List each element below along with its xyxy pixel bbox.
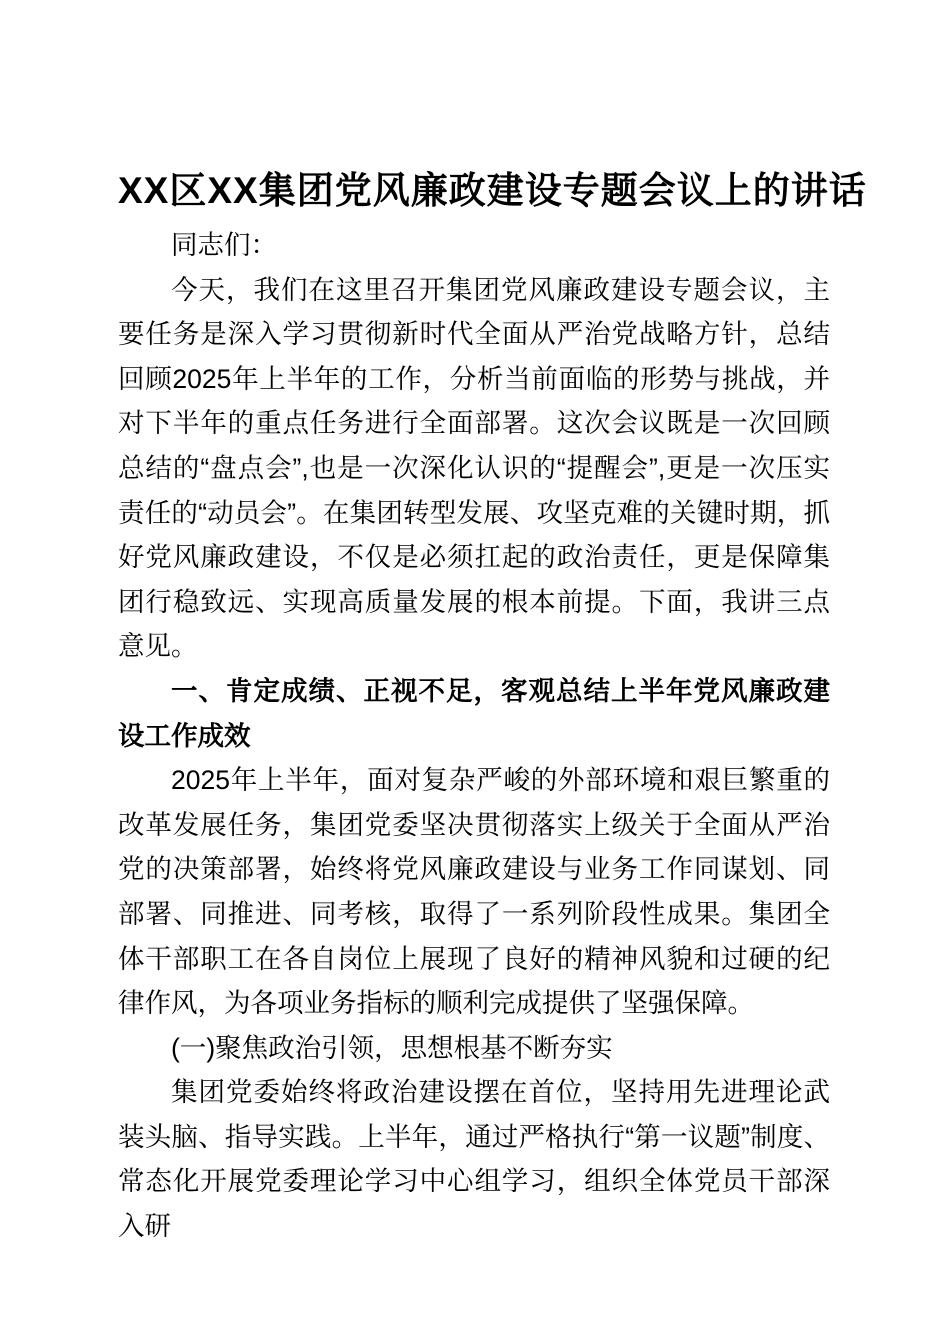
paragraph-political-leadership: 集团党委始终将政治建设摆在首位，坚持用先进理论武装头脑、指导实践。上半年，通过严格执行“第一议题”制度、常态化开展党委理论学习中心组学习，组织全体党员干部深入研 — [118, 1077, 830, 1242]
salutation: 同志们： — [171, 230, 277, 260]
document-title: XX区XX集团党风廉政建设专题会议上的讲话 — [118, 170, 867, 211]
section-heading-1: 一、肯定成绩、正视不足，客观总结上半年党风廉政建设工作成效 — [118, 675, 830, 751]
paragraph-achievements: 2025年上半年，面对复杂严峻的外部环境和艰巨繁重的改革发展任务，集团党委坚决贯彻落实上级关于全面从严治党的决策部署，始终将党风廉政建设与业务工作同谋划、同部署、同推进、同考核，取得了一系列阶段性成果。集团全体干部职工在各自岗位上展现了良好的精神风貌和过硬的纪律作风，为各项业务指标的顺利完成提供了坚强保障。 — [118, 765, 830, 1019]
paragraph-opening: 今天，我们在这里召开集团党风廉政建设专题会议，主要任务是深入学习贯彻新时代全面从严治党战略方针，总结回顾2025年上半年的工作，分析当前面临的形势与挑战，并对下半年的重点任务进行全面部署。这次会议既是一次回顾总结的“盘点会”,也是一次深化认识的“提醒会”,更是一次压实责任的“动员会”。在集团转型发展、攻坚克难的关键时期，抓好党风廉政建设，不仅是必须扛起的政治责任，更是保障集团行稳致远、实现高质量发展的根本前提。下面，我讲三点意见。 — [118, 274, 830, 662]
subsection-heading-1: (一)聚焦政治引领，思想根基不断夯实 — [171, 1032, 613, 1063]
